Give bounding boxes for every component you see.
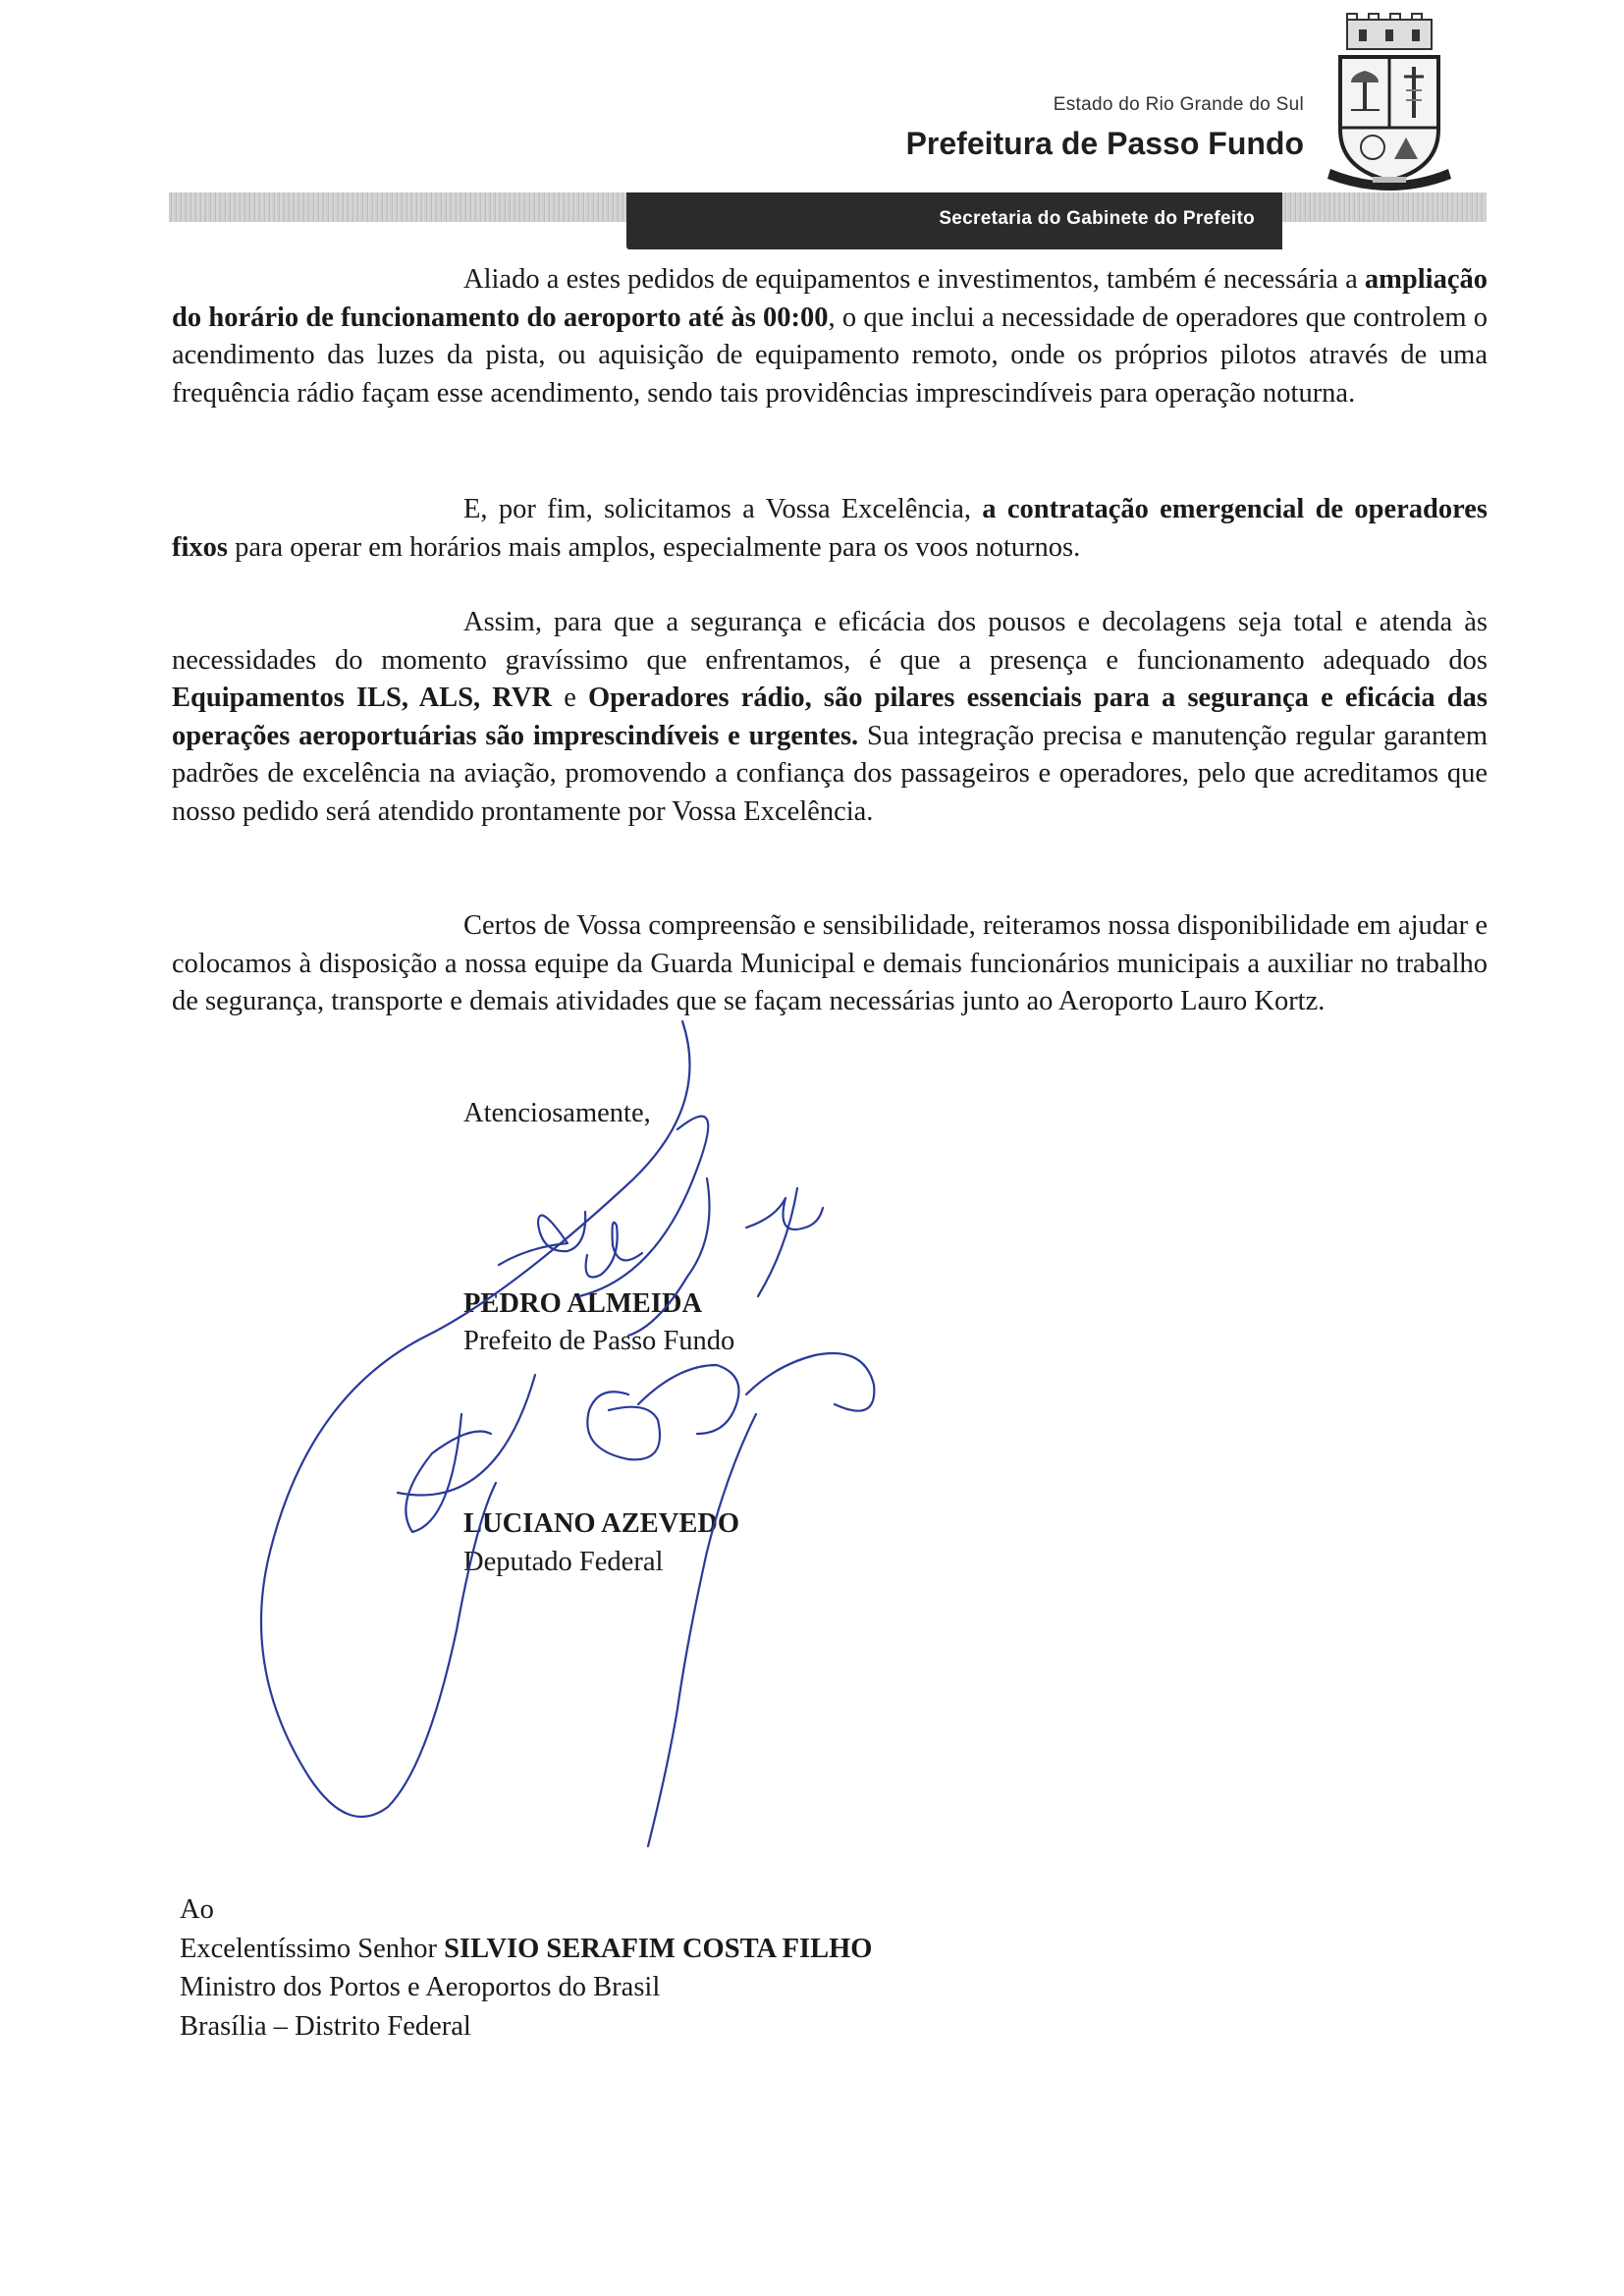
signatory-1-name: PEDRO ALMEIDA — [463, 1288, 703, 1319]
paragraph-2-bold: a contratação emergencial de operadores fixos — [172, 494, 1488, 563]
recipient-title: Excelentíssimo Senhor — [180, 1933, 445, 1964]
paragraph-3-text-a: Assim, para que a segurança e eficácia dos pousos e decolagens seja total e atenda às necessidades do momento gravíssimo que enfrentamos, é que a presença e funcionamento adequado dos — [172, 607, 1488, 676]
closing: Atenciosamente, — [463, 1098, 651, 1128]
paragraph-3-text-b: e — [552, 683, 589, 713]
signature-1-stroke — [499, 1212, 642, 1278]
signature-2-loop — [261, 1021, 690, 1817]
paragraph-1-text-a: Aliado a estes pedidos de equipamentos e investimentos, também é necessária a — [463, 264, 1365, 295]
signatory-2-role: Deputado Federal — [463, 1547, 664, 1577]
municipal-coat-of-arms-icon — [1326, 12, 1453, 193]
recipient-location: Brasília – Distrito Federal — [180, 2010, 471, 2042]
paragraph-4: Certos de Vossa compreensão e sensibilidade, reiteramos nossa disponibilidade em ajudar e colocamos à disposição a nossa equipe da Guarda Municipal e demais funcionários municipais a auxiliar no trabalho de segurança, transporte e demais atividades que se façam necessárias junto ao Aeroporto Lauro Kortz. — [172, 910, 1488, 1016]
signatory-1-role: Prefeito de Passo Fundo — [463, 1326, 735, 1356]
department-band — [626, 192, 1282, 249]
paragraph-3-text-c: Sua integração precisa e manutenção regular garantem padrões de excelência na aviação, promovendo a confiança dos passageiros e operadores, pelo que acreditamos que nosso pedido será atendido prontamente por Vossa Excelência. — [172, 720, 1489, 827]
paragraph-1 — [172, 261, 1488, 412]
recipient-salutation: Ao — [180, 1894, 214, 1925]
paragraph-2 — [172, 491, 1488, 567]
paragraph-1-text-b: , o que inclui a necessidade de operadores que controlem o acendimento das luzes da pista, ou aquisição de equipamento remoto, onde os próprios pilotos através de uma frequência rádio façam esse acendimento, sendo tais providências imprescindíveis para operação noturna. — [172, 301, 1489, 409]
header-city-title: Prefeitura de Passo Fundo — [905, 126, 1304, 161]
header-state: Estado do Rio Grande do Sul — [1053, 94, 1304, 115]
paragraph-3-bold-b: Operadores rádio, são pilares essenciais para a segurança e eficácia das operações aeroportuárias são imprescindíveis e urgentes. — [172, 683, 1488, 751]
paragraph-1-bold: ampliação do horário de funcionamento do aeroporto até às 00:00 — [172, 264, 1488, 333]
recipient-block — [180, 1890, 872, 2046]
paragraph-2-text-a: E, por fim, solicitamos a Vossa Excelência, — [463, 494, 983, 524]
recipient-name: SILVIO SERAFIM COSTA FILHO — [444, 1933, 873, 1964]
recipient-role: Ministro dos Portos e Aeroportos do Brasil — [180, 1972, 661, 2002]
recipient-title-line — [180, 1930, 872, 1969]
paragraph-3-bold-a: Equipamentos ILS, ALS, RVR — [172, 683, 553, 713]
paragraph-3 — [172, 604, 1488, 831]
department-label: Secretaria do Gabinete do Prefeito — [939, 208, 1255, 229]
paragraph-2-text-b: para operar em horários mais amplos, especialmente para os voos noturnos. — [228, 531, 1081, 563]
signatory-2-name: LUCIANO AZEVEDO — [463, 1508, 740, 1539]
signature-2-tail — [638, 1353, 874, 1846]
